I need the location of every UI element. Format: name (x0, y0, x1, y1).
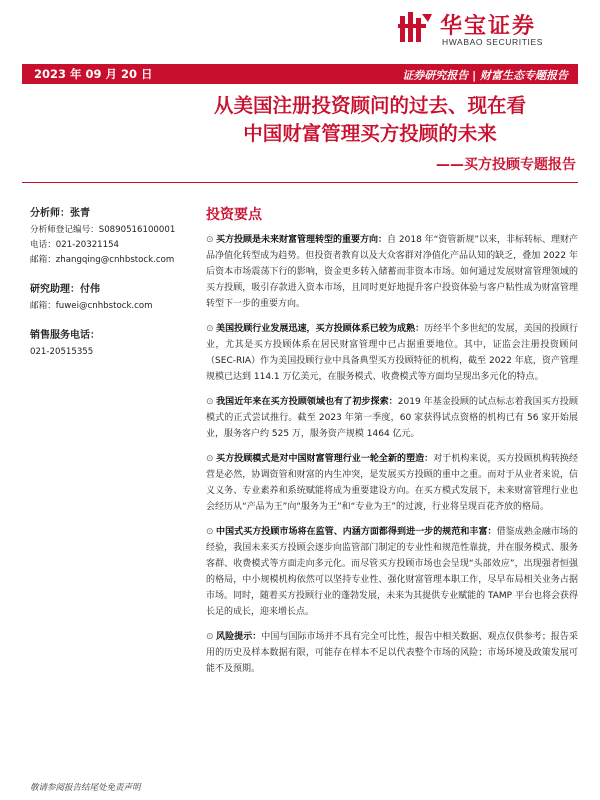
sales-phone: 021-20515355 (30, 347, 94, 357)
report-subtitle: ——买方投顾专题报告 (436, 157, 576, 173)
list-item (206, 232, 578, 312)
point-lead: 买方投顾是未来财富管理转型的重要方向： (216, 235, 388, 245)
point-lead: 中国式买方投顾市场将在监管、内涵方面都得到进一步的规范和丰富： (216, 527, 497, 537)
report-title (160, 92, 580, 148)
point-lead: 我国近年来在买方投顾领域也有了初步探索： (216, 397, 398, 407)
bullet-icon: ⊙ (206, 527, 214, 537)
sales-label: 销售服务电话： (30, 330, 100, 341)
brand-name-cn: 华宝证券 (440, 14, 537, 39)
analyst-email[interactable]: 邮箱：zhangqing@cnhbstock.com (30, 255, 175, 265)
list-item (206, 524, 578, 620)
assistant-name: 研究助理：付伟 (30, 284, 100, 295)
point-text: 中国与国际市场并不具有完全可比性，报告中相关数据、观点仅供参考；报告采用的历史及样本数据有限，可能存在样本不足以代表整个市场的风险；市场环境及政策发展可能不及预期。 (206, 632, 578, 674)
list-item (206, 321, 578, 385)
list-item (206, 451, 578, 515)
analyst-phone: 电话：021-20321154 (30, 240, 120, 250)
analyst-cert: 分析师登记编号：S0890516100001 (30, 225, 176, 235)
brand-name-en: HWABAO SECURITIES (442, 37, 544, 47)
disclaimer-note: 敬请参阅报告结尾处免责声明 (30, 783, 141, 793)
bullet-icon: ⊙ (206, 632, 214, 642)
bullet-icon: ⊙ (206, 324, 214, 334)
point-text: 2019 年基金投顾的试点标志着我国买方投顾模式的正式尝试推行。截至 2023 年第一季度，60 家获得试点资格的机构已有 56 家开始展业，服务客户约 525 万，服务资产规模 1464 亿元。 (206, 397, 578, 439)
title-line-1: 从美国注册投资顾问的过去、现在看 (213, 94, 526, 117)
brand-logo-icon (398, 10, 434, 44)
point-text: 历经半个多世纪的发展，美国的投顾行业，尤其是买方投顾体系在居民财富管理中已占据重要地位。其中，证监会注册投资顾问（SEC-RIA）作为美国投顾行业中具备典型买方投顾特征的机构，截至 2022 年底，资产管理规模已达到 114.1 万亿美元，在服务模式、收费模式等方面均呈现出多元化的特点。 (206, 324, 578, 382)
bullet-icon: ⊙ (206, 397, 214, 407)
title-line-2: 中国财富管理买方投顾的未来 (243, 122, 497, 145)
header-bar (22, 64, 578, 84)
list-item (206, 629, 578, 677)
bullet-icon: ⊙ (206, 454, 214, 464)
investment-highlights (206, 204, 578, 686)
section-title: 投资要点 (206, 207, 262, 223)
point-text: 借鉴成熟金融市场的经验，我国未来买方投顾会逐步向监管部门制定的专业性和规范性靠拢，并在服务模式、服务客群、收费模式等方面走向多元化。而尽管买方投顾市场也会呈现“头部效应”，出现强者恒强的格局，中小规模机构依然可以坚持专业性、强化财富管理本职工作，尽早布局相关业务占据市场。同时，随着买方投顾行业的蓬勃发展，未来为其提供专业赋能的 TAMP 平台也将会获得长足的成长，迎来增长点。 (206, 527, 578, 617)
point-lead: 美国投顾行业发展迅速，买方投顾体系已较为成熟： (216, 324, 425, 334)
assistant-email[interactable]: 邮箱：fuwei@cnhbstock.com (30, 301, 153, 311)
point-text: 自 2018 年“资管新规”以来，非标转标、理财产品净值化转型成为趋势。但投资者教育以及大众客群对净值化产品认知的缺乏，叠加 2022 年后资本市场震荡下行的影响，资金更多转入储蓄而非资本市场。如何通过发展财富管理领域的买方投顾，吸引存款进入资本市场，且同时更好地提升客户投资体验与客户粘性成为财富管理转型下一步的重要方向。 (206, 235, 578, 309)
analyst-name: 分析师：张青 (30, 208, 90, 219)
bullet-icon: ⊙ (206, 235, 214, 245)
report-date: 2023 年 09 月 20 日 (34, 67, 153, 81)
list-item (206, 394, 578, 442)
report-type: 证券研究报告 | 财富生态专题报告 (402, 69, 568, 82)
point-text: 对于机构来说，买方投顾机构转换经营是必然，协调资管和财富的内生冲突，是发展买方投顾的重中之重。而对于从业者来说，信义义务、专业素养和系统赋能将成为重要建设方向。在买方模式发展下，未来财富管理行业也会经历从“产品为王”向“服务为王”和“专业为王”的过渡，行业将呈现百花齐放的格局。 (206, 454, 578, 512)
point-lead: 风险提示： (216, 632, 262, 642)
title-divider (22, 182, 578, 183)
point-lead: 买方投顾模式是对中国财富管理行业一轮全新的塑造： (216, 454, 434, 464)
company-logo (398, 8, 588, 48)
author-sidebar (30, 206, 198, 360)
